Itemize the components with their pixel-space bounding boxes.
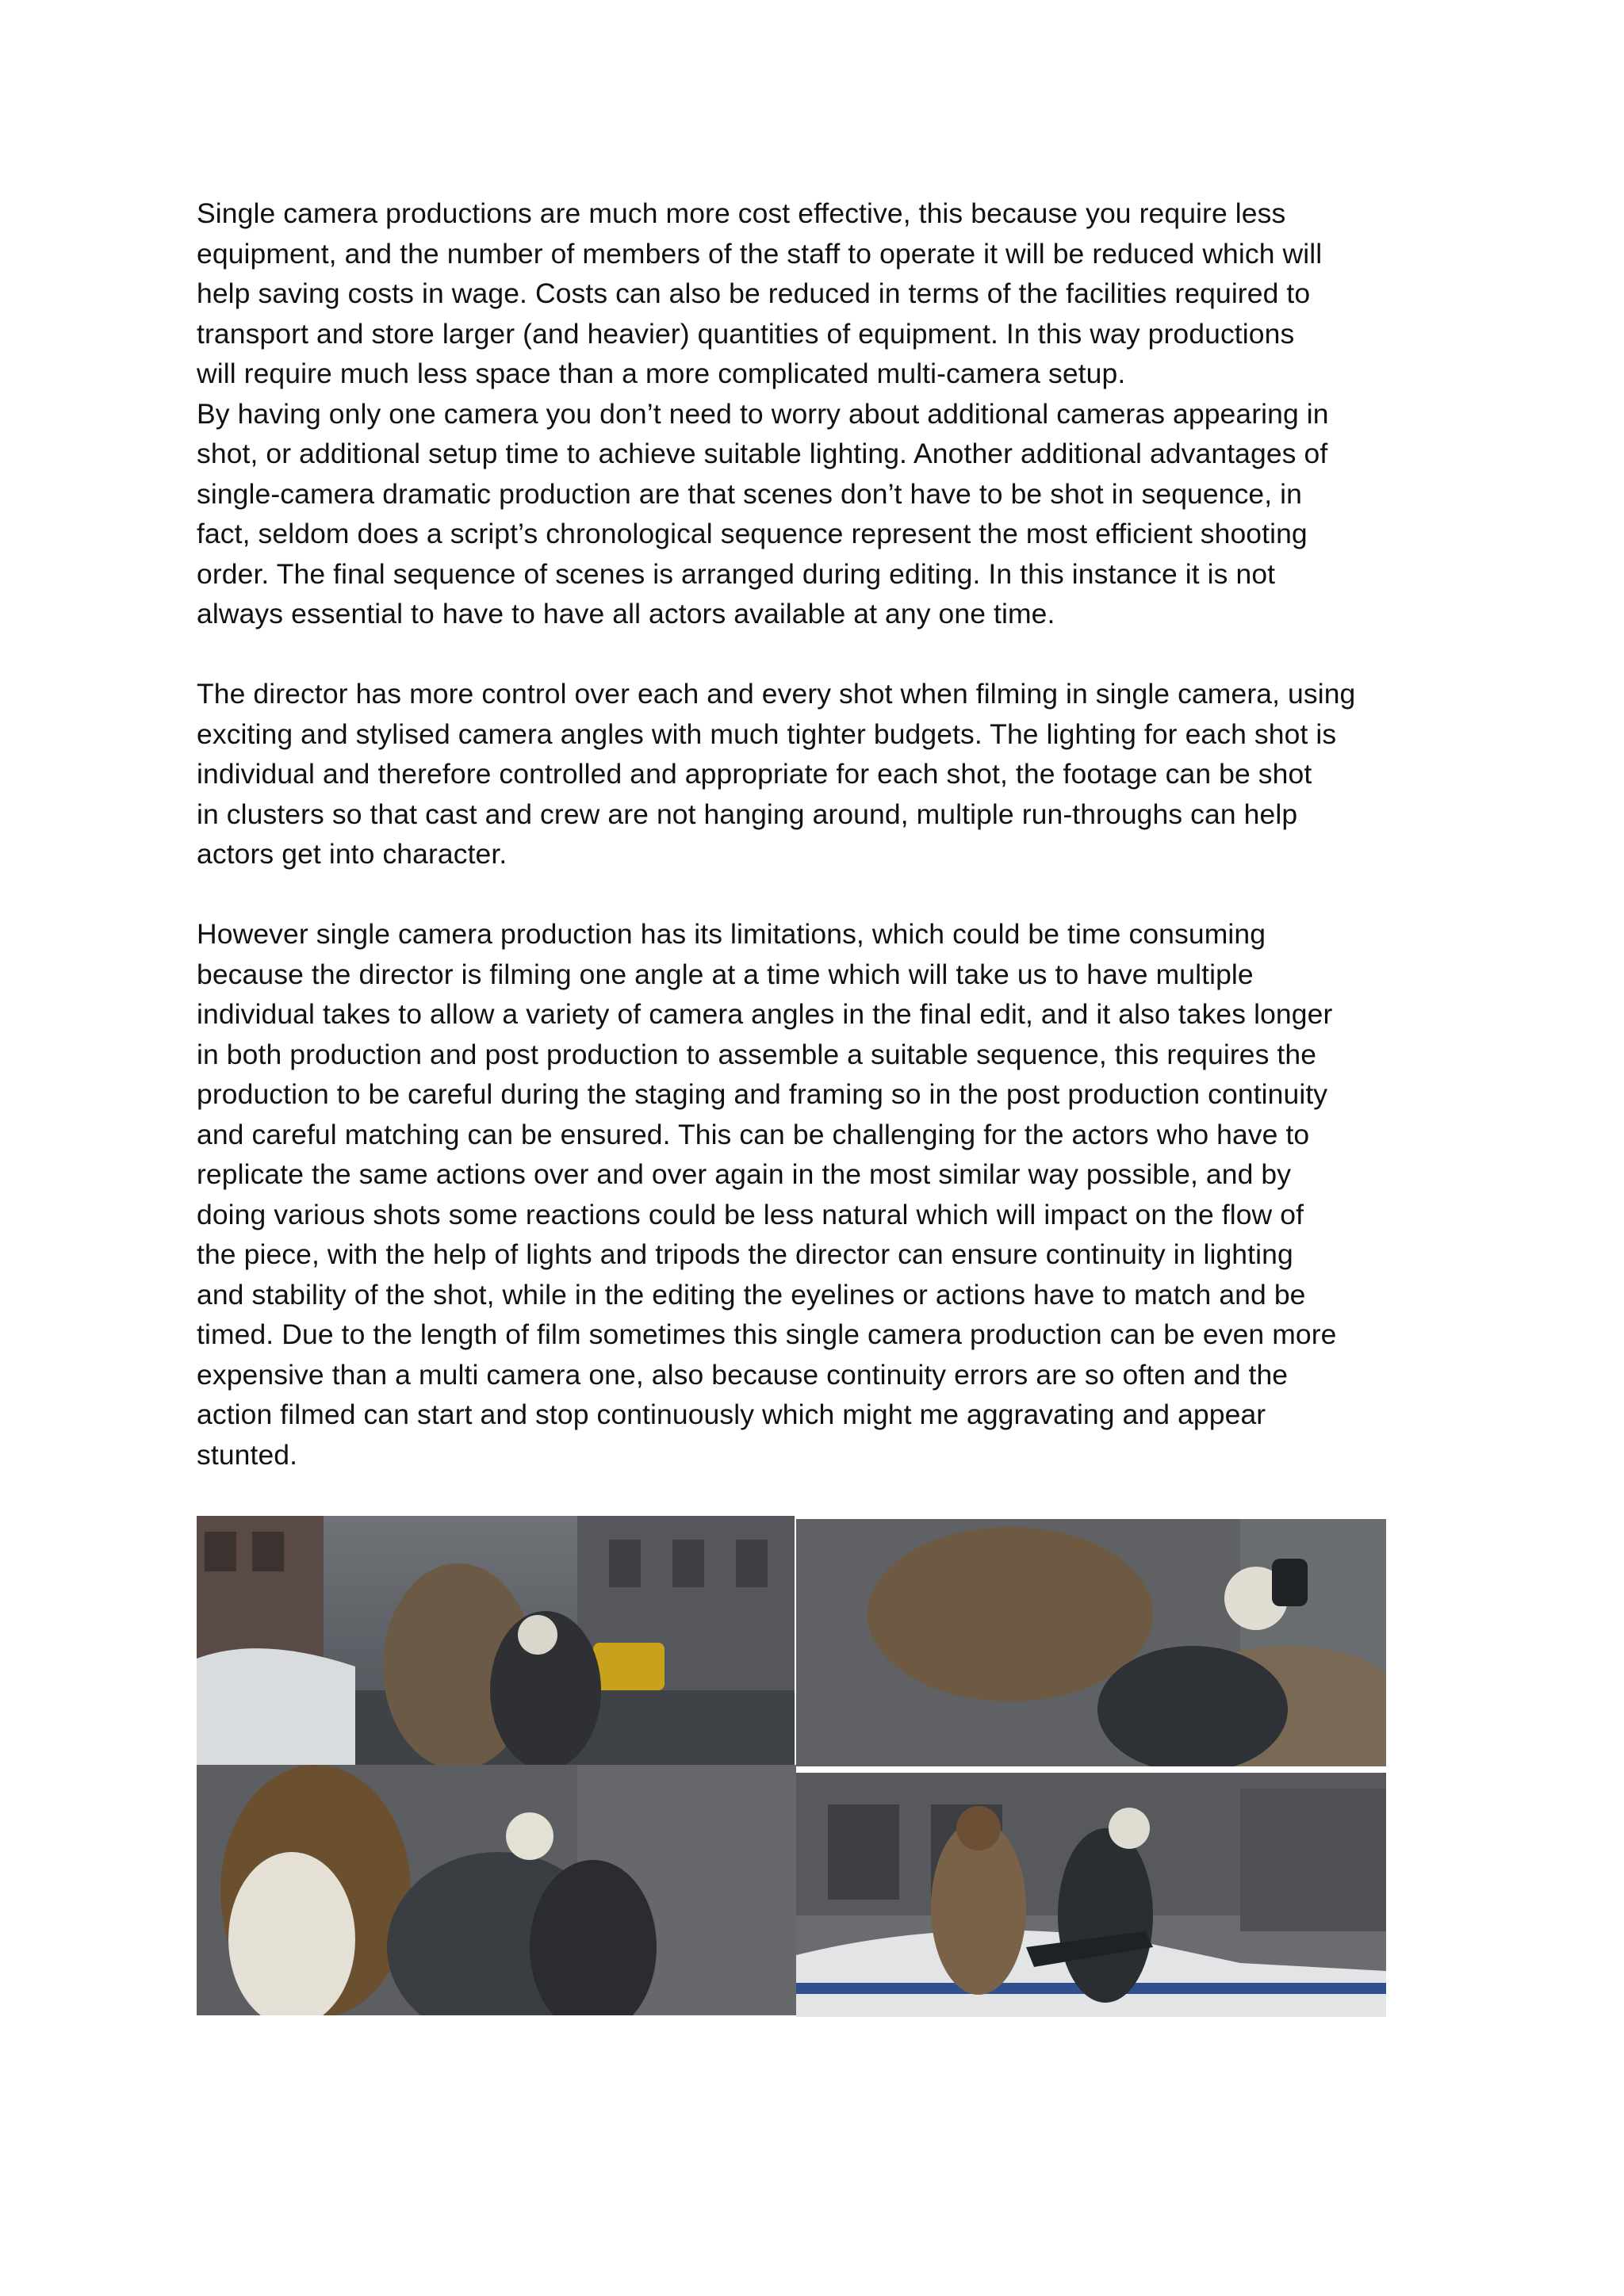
paragraph-4: However single camera production has its limitations, which could be time consuming because the director is filming one angle at a time which will take us to have multiple individual takes to allow a variety of camera angles in the final edit, and it also takes longer in both production and post production to assemble a suitable sequence, this requires the production to be careful during the staging and framing so in the post production continuity and careful matching can be ensured. This can be challenging for the actors who have to replicate the same actions over and over again in the most similar way possible, and by doing various shots some reactions could be less natural which will impact on the flow of the piece, with the help of lights and tripods the director can ensure continuity in lighting and stability of the shot, while in the editing the eyelines or actions have to match and be timed. Due to the length of film sometimes this single camera production can be even more expensive than a multi camera one, also because continuity errors are so often and the action filmed can start and stop continuously which might me aggravating and appear stunted. bbox=[197, 918, 1337, 1471]
paragraph-2: By having only one camera you don’t need to worry about additional cameras appearing in shot, or additional setup time to achieve suitable lighting. Another additional advantages of single-camera dramatic production are that scenes don’t have to be shot in sequence, in fact, seldom does a script’s chronological sequence represent the most efficient shooting order. The final sequence of scenes is arranged during editing. In this instance it is not always essential to have to have all actors available at any one time. bbox=[197, 397, 1329, 629]
paragraph-1: Single camera productions are much more cost effective, this because you require less equipment, and the number of members of the staff to operate it will be reduced which will help saving costs in wage. Costs can also be reduced in terms of the facilities required to transport and store larger (and heavier) quantities of equipment. In this way productions will require much less space than a more complicated multi-camera setup. bbox=[197, 197, 1323, 389]
film-still-3 bbox=[197, 1765, 796, 2015]
paragraph-3: The director has more control over each and every shot when filming in single camera, using exciting and stylised camera angles with much tighter budgets. The lighting for each shot is individual and therefore controlled and appropriate for each shot, the footage can be shot in clusters so that cast and crew are not hanging around, multiple run-throughs can help actors get into character. bbox=[197, 678, 1356, 870]
film-still-1 bbox=[197, 1516, 795, 1765]
body-text bbox=[197, 193, 1434, 1475]
film-still-2 bbox=[796, 1519, 1386, 1766]
film-still-4 bbox=[796, 1773, 1386, 2017]
